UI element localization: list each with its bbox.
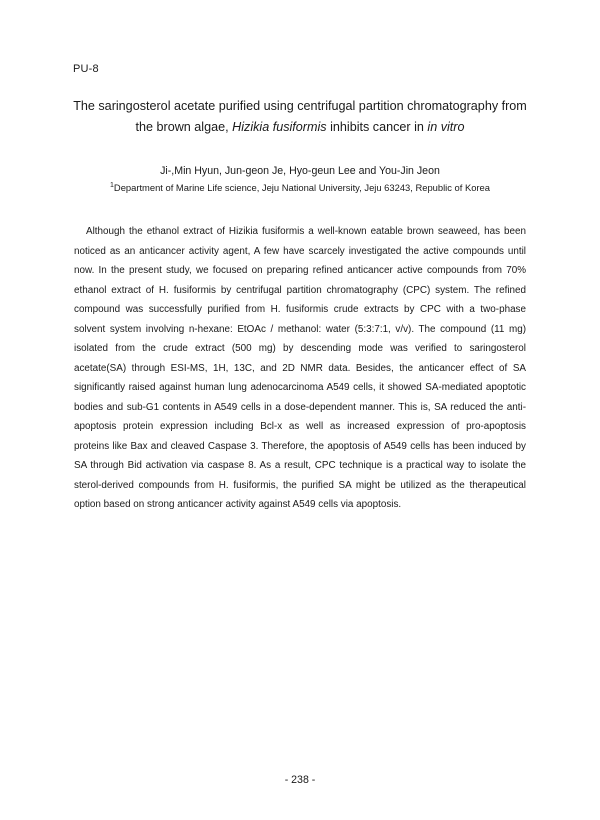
abstract-line: apoptosis protein expression including Bcl-x as well as increased expression of pro-apoptosis: [74, 421, 526, 432]
abstract-line: sterol-derived compounds from H. fusiformis, the purified SA might be utilized as the therapeutical: [74, 479, 526, 491]
page-number: - 238 -: [284, 774, 316, 786]
affiliation-marker: 1: [110, 182, 114, 189]
abstract-line: SA through Bid activation via caspase 8. As a result, CPC technique is a practical way to isolate the: [74, 460, 526, 471]
abstract-body: [74, 222, 526, 515]
title-text: the brown algae,: [135, 120, 233, 134]
abstract-line: acetate(SA) through ESI-MS, 1H, 13C, and 2D NMR data. Besides, the anticancer effect of SA: [74, 362, 526, 374]
abstract-line: Although the ethanol extract of Hizikia fusiformis a well-known eatable brown seaweed, has been: [86, 226, 526, 237]
affiliation-text: Department of Marine Life science, Jeju National University, Jeju 63243, Republic of Korea: [113, 182, 490, 193]
abstract-line: compound was successfully purified from H. fusiformis crude extracts by CPC with a two-phase: [74, 304, 526, 315]
abstract-line: isolated from the crude extract (500 mg) by descending mode was verified to saringosterol: [74, 343, 526, 354]
title-line-1: The saringosterol acetate purified using centrifugal partition chromatography from: [73, 99, 527, 113]
author-list: Ji-,Min Hyun, Jun-geon Je, Hyo-geun Lee and You-Jin Jeon: [160, 165, 440, 177]
species-name: Hizikia fusiformis: [232, 120, 327, 134]
title-text: inhibits cancer in: [326, 120, 428, 134]
title-italic-term: in vitro: [427, 120, 465, 134]
affiliation: [0, 182, 600, 193]
abstract-line: bodies and sub-G1 contents in A549 cells in a dose-dependent manner. This is, SA reduced the anti-: [74, 401, 526, 413]
abstract-line: significantly raised against human lung adenocarcinoma A549 cells, it showed SA-mediated apoptotic: [74, 382, 526, 393]
abstract-line: option based on strong anticancer activity against A549 cells via apoptosis.: [74, 499, 402, 510]
abstract-line: now. In the present study, we focused on preparing refined anticancer active compounds from 70%: [74, 265, 526, 276]
abstract-line: ethanol extract of H. fusiformis by centrifugal partition chromatography (CPC) system. The refined: [74, 284, 526, 296]
abstract-line: noticed as an anticancer activity agent, A few have scarcely investigated the active compounds until: [74, 245, 526, 257]
abstract-line: proteins like Bax and cleaved Caspase 3. Therefore, the apoptosis of A549 cells has been induced by: [74, 440, 526, 452]
paper-title: [40, 96, 560, 138]
abstract-line: solvent system involving n-hexane: EtOAc / methanol: water (5:3:7:1, v/v). The compound (11 mg): [74, 323, 526, 335]
title-line-2: [40, 117, 560, 138]
session-code: PU-8: [73, 63, 99, 75]
